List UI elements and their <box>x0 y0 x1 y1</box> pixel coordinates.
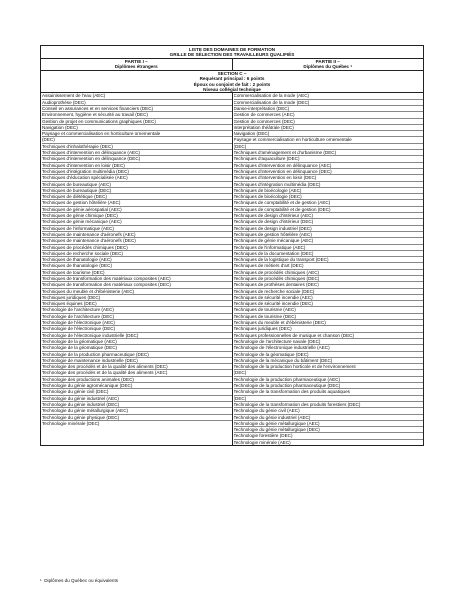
list-item: Techniques de diététique (DEC) <box>42 194 232 200</box>
list-item: Techniques de design d'intérieur (AEC) <box>234 213 424 219</box>
list-item: Technologie de l'électronique industrielle (AEC) <box>234 345 424 351</box>
list-item: Techniques de bureautique (DEC) <box>42 188 232 194</box>
list-item: (DEC) <box>42 137 232 143</box>
list-item: Technologie minérale (DEC) <box>42 420 100 426</box>
list-item: Technologie de la transformation des produits aquatiques <box>234 389 424 395</box>
list-item: Techniques de prothèses dentaires (DEC) <box>234 282 424 288</box>
list-item: Technologie des productions animales (DEC) <box>42 377 232 383</box>
table-header <box>41 46 423 59</box>
list-item: Techniques de l'informatique (AEC) <box>234 245 424 251</box>
list-item: Technologie des procédés et de la qualité des aliments (AEC) <box>42 370 232 376</box>
list-item: Paysage et commercialisation en horticulture ornementale <box>42 131 232 137</box>
domains-columns <box>41 93 423 445</box>
list-item: Techniques de génie aérospatial (AEC) <box>42 207 232 213</box>
footnote-text: Diplômes du Québec ou équivalents <box>44 578 119 583</box>
list-item: Technologie du génie civil (AEC) <box>234 408 424 414</box>
list-item: Techniques de génie chimique (DEC) <box>42 213 232 219</box>
list-item: Techniques équines (DEC) <box>42 301 232 307</box>
list-item: Techniques d'intervention en délinquance (AEC) <box>234 163 424 169</box>
part-one-title: PARTIE I – <box>124 59 148 65</box>
footnote <box>40 578 118 583</box>
list-item: Technologie du génie métallurgique (AEC) <box>234 421 424 427</box>
list-item: Techniques d'intervention en délinquance (DEC) <box>42 156 232 162</box>
part-two-header <box>232 59 424 71</box>
list-item: Techniques de la documentation (DEC) <box>234 251 424 257</box>
list-item: Techniques de design industriel (DEC) <box>234 226 424 232</box>
list-item: Techniques de sécurité incendie (DEC) <box>234 301 424 307</box>
spouse-points: Époux ou conjoint de fait : 2 points <box>193 81 271 87</box>
list-item: Techniques d'intervention en délinquance (DEC) <box>234 169 424 175</box>
list-item: Commercialisation de la mode (AEC) <box>234 93 424 99</box>
list-item: Techniques juridiques (DEC) <box>234 326 424 332</box>
list-item: Navigation (DEC) <box>42 125 232 131</box>
list-item: Techniques d'intervention en loisir (DEC) <box>234 175 424 181</box>
list-item: (DEC) <box>234 144 424 150</box>
list-item: Technologie du génie industriel (AEC) <box>42 396 232 402</box>
list-item: Techniques de recherche sociale (DEC) <box>42 251 232 257</box>
list-item: Conseil en assurances et en services financiers (DEC) <box>42 106 232 112</box>
list-item: Technologie du génie métallurgique (DEC) <box>234 427 424 433</box>
list-item: Environnement, hygiène et sécurité au travail (DEC) <box>42 112 232 118</box>
list-item: Technologie de maintenance industrielle (DEC) <box>42 358 232 364</box>
list-item: Techniques de métiers d'art (DEC) <box>234 263 424 269</box>
list-item: Commercialisation de la mode (DEC) <box>234 100 424 106</box>
training-domains-table <box>40 45 424 446</box>
list-item: Techniques de génie mécanique (AEC) <box>234 238 424 244</box>
list-item: Techniques d'aménagement et d'urbanisme (DEC) <box>234 150 424 156</box>
section-title: SECTION C – <box>217 71 247 77</box>
list-item: Navigation (DEC) <box>234 131 424 137</box>
footnote-ref: 1 <box>350 64 353 69</box>
list-item: Paysage et commercialisation en horticulture ornementale <box>234 137 424 143</box>
list-item: Techniques d'aquaculture (DEC) <box>234 156 424 162</box>
list-item: Techniques de thanatologie (DEC) <box>42 263 232 269</box>
quebec-diplomas-list <box>232 93 424 445</box>
list-item: Technologie du génie métallurgique (AEC) <box>42 408 232 414</box>
list-item: Techniques d'éducation spécialisée (AEC) <box>42 175 232 181</box>
list-item: Techniques d'inhalothérapie (DEC) <box>42 144 232 150</box>
list-item: Techniques de comptabilité et de gestion (DEC) <box>234 207 424 213</box>
list-item: Techniques d'intégration multimédia (DEC) <box>234 182 424 188</box>
list-item: Techniques de bureautique (AEC) <box>42 182 232 188</box>
list-item: Techniques de l'informatique (AEC) <box>42 226 232 232</box>
list-item: Techniques du meuble et d'ébénisterie (DEC) <box>234 320 424 326</box>
list-item: Techniques de tourisme (DEC) <box>42 270 232 276</box>
list-title: LISTE DES DOMAINES DE FORMATION <box>188 46 276 52</box>
list-item: Techniques de maintenance d'aéronefs (DEC) <box>42 238 232 244</box>
list-item: Technologie de la production pharmaceutique (AEC) <box>234 377 424 383</box>
list-item: Technologie de l'électronique (AEC) <box>42 320 232 326</box>
list-item: Techniques de gestion hôtelière (AEC) <box>234 232 424 238</box>
list-item: Audioprothèse (DEC) <box>42 100 232 106</box>
list-item: Technologie de la production pharmaceutique (DEC) <box>234 383 424 389</box>
list-item: Techniques de génie mécanique (AEC) <box>42 219 232 225</box>
list-item: Techniques de comptabilité et de gestion (AEC) <box>234 200 424 206</box>
list-item: Techniques de thanatologie (AEC) <box>42 257 232 263</box>
list-item: Danse-interprétation (DEC) <box>234 106 424 112</box>
list-item: Technologie de la géomatique (DEC) <box>234 352 424 358</box>
list-item: Technologie de l'architecture (AEC) <box>42 307 232 313</box>
list-item: Techniques d'intervention en délinquance (AEC) <box>42 150 232 156</box>
list-item: (DEC) <box>234 370 424 376</box>
part-two-title: PARTIE II – <box>315 59 340 65</box>
level-label: Niveau collégial technique <box>203 87 261 93</box>
list-item: Technologie de l'architecture (DEC) <box>42 314 232 320</box>
list-item: Techniques de maintenance d'aéronefs (AEC) <box>42 232 232 238</box>
list-item: (DEC) <box>234 396 424 402</box>
part-one-subtitle: Diplômes étrangers <box>114 64 158 70</box>
list-item: Techniques d'intégration multimédia (DEC) <box>42 169 232 175</box>
list-item: Gestion de commerces (DEC) <box>234 119 424 125</box>
list-item: Gestion de projet en communications graphiques (DEC) <box>42 119 232 125</box>
list-item: Techniques de la logistique du transport (DEC) <box>234 257 424 263</box>
part-two-subtitle: Diplômes du Québec <box>303 64 350 70</box>
list-item: Technologie de la production horticole et de l'environnement <box>234 364 424 370</box>
list-item: Techniques de procédés chimiques (AEC) <box>234 270 424 276</box>
list-item: Assainissement de l'eau (AEC) <box>42 93 232 99</box>
list-item: Technologie des procédés et de la qualité des aliments (DEC) <box>42 364 232 370</box>
list-item: Techniques de procédés chimiques (DEC) <box>234 276 424 282</box>
list-item: Techniques professionnelles de musique et chanson (DEC) <box>234 333 424 339</box>
foreign-diplomas-list <box>41 93 232 445</box>
list-item: Technologie de la géomatique (DEC) <box>42 345 232 351</box>
parts-header <box>41 59 423 72</box>
list-item: Techniques de tourisme (DEC) <box>234 314 424 320</box>
list-item: Technologie du génie civil (DEC) <box>42 389 232 395</box>
list-item: Techniques de gestion hôtelière (AEC) <box>42 200 232 206</box>
list-item: Technologie du génie industriel (DEC) <box>42 402 232 408</box>
list-item: Technologie de l'électronique industrielle (DEC) <box>42 333 232 339</box>
footnote-marker: 1 <box>40 578 42 582</box>
list-item: Technologie du génie physique (DEC) <box>42 415 232 421</box>
list-item: Techniques de procédés chimiques (DEC) <box>42 245 232 251</box>
list-item: Techniques de transformation des matériaux composites (DEC) <box>42 282 232 288</box>
section-c-header <box>41 71 423 93</box>
list-item: Techniques de recherche sociale (DEC) <box>234 289 424 295</box>
list-item: Techniques de design d'intérieur (DEC) <box>234 219 424 225</box>
list-item: Techniques de sécurité incendie (AEC) <box>234 295 424 301</box>
list-item: Techniques d'intervention en loisir (DEC) <box>42 163 232 169</box>
list-item: Gestion de commerces (AEC) <box>234 112 424 118</box>
list-item: Techniques de bioécologie (DEC) <box>234 194 424 200</box>
list-item: Techniques du meuble et d'ébénisterie (AEC) <box>42 289 232 295</box>
list-item: Technologie minérale (AEC) <box>233 439 291 445</box>
list-item: Technologie de la mécanique du bâtiment (DEC) <box>234 358 424 364</box>
list-item: Technologie forestière (DEC) <box>234 433 424 439</box>
part-one-header <box>41 59 232 71</box>
list-item: Technologie du génie agromécanique (DEC) <box>42 383 232 389</box>
list-item: Techniques de bioécologie (AEC) <box>234 188 424 194</box>
list-item: Technologie de l'architecture navale (DEC) <box>234 339 424 345</box>
grid-title: GRILLE DE SÉLECTION DES TRAVAILLEURS QUALIFIÉS <box>169 51 295 57</box>
list-item: Techniques de tourisme (AEC) <box>234 307 424 313</box>
list-item: Technologie de l'électronique (DEC) <box>42 326 232 332</box>
list-item: Technologie de la géomatique (AEC) <box>42 339 232 345</box>
principal-points: Requérant principal : 6 points <box>199 76 265 82</box>
list-item: Interprétation théâtrale (DEC) <box>234 125 424 131</box>
list-item: Technologie de la production pharmaceutique (DEC) <box>42 352 232 358</box>
list-item: Techniques juridiques (DEC) <box>42 295 232 301</box>
list-item: Technologie de la transformation des produits forestiers (DEC) <box>234 402 424 408</box>
part-two-subtitle-wrap <box>233 64 424 69</box>
list-item: Techniques de transformation des matériaux composites (AEC) <box>42 276 232 282</box>
list-item: Technologie du génie industriel (AEC) <box>234 415 424 421</box>
